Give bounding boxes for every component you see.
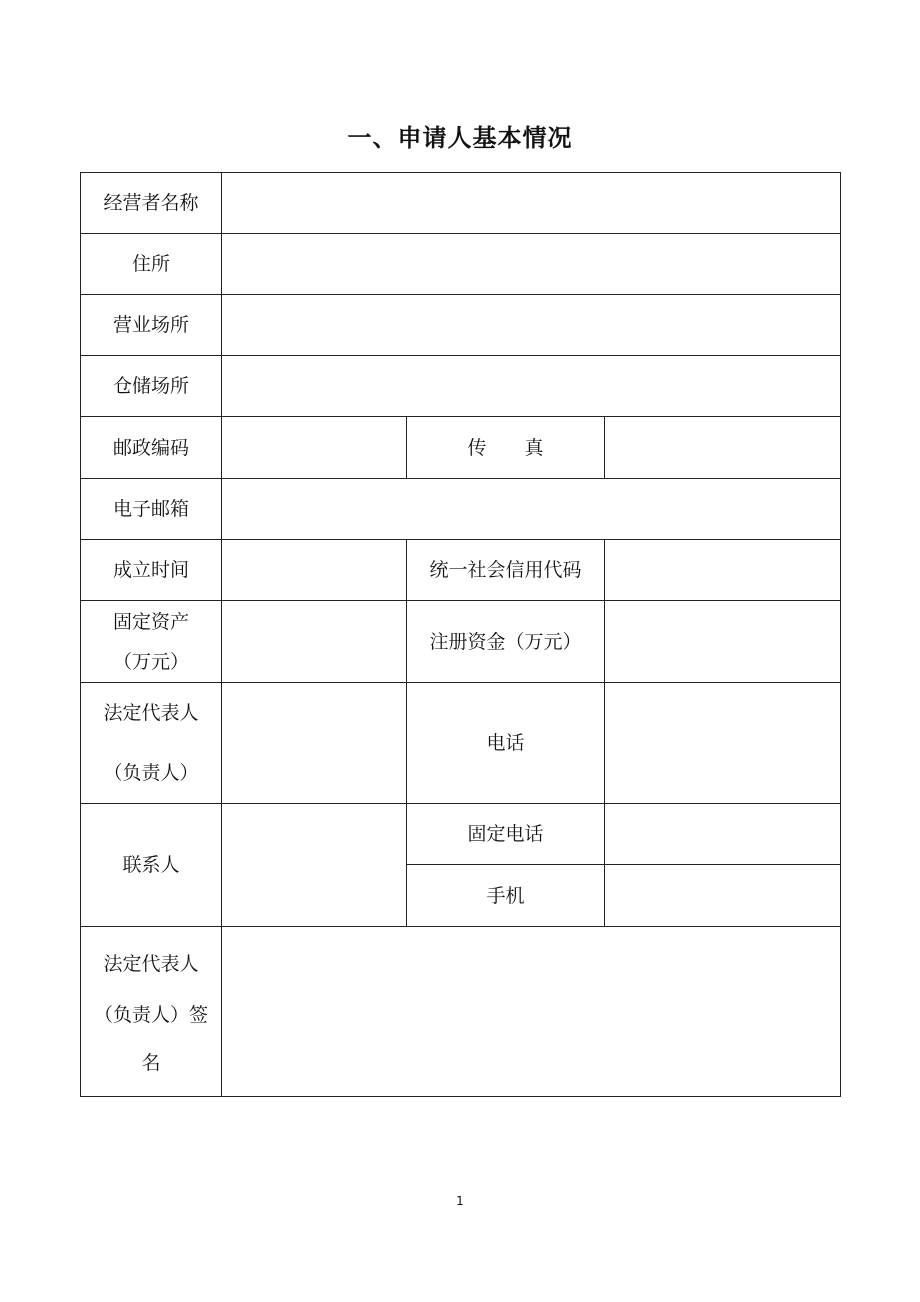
email-label: 电子邮箱: [81, 479, 222, 540]
storage-premises-label: 仓储场所: [81, 356, 222, 417]
fixed-assets-label-line1: 固定资产: [112, 610, 189, 633]
operator-name-field[interactable]: [222, 173, 841, 234]
signature-label: [81, 927, 222, 1097]
page-number: 1: [456, 1194, 464, 1208]
page-title: 一、申请人基本情况: [347, 124, 573, 152]
landline-field[interactable]: [605, 804, 841, 865]
fixed-assets-label-line2: （万元）: [112, 650, 189, 673]
row-established-credit: [81, 540, 841, 601]
row-signature: [81, 927, 841, 1097]
row-storage-premises: [81, 356, 841, 417]
address-field[interactable]: [222, 234, 841, 295]
credit-code-label: 统一社会信用代码: [407, 540, 605, 601]
contact-person-label: 联系人: [81, 804, 222, 927]
contact-person-field[interactable]: [222, 804, 407, 927]
signature-field[interactable]: [222, 927, 841, 1097]
postal-code-label: 邮政编码: [81, 417, 222, 479]
mobile-field[interactable]: [605, 865, 841, 927]
signature-label-line3: 名: [141, 1051, 161, 1074]
phone-label: 电话: [407, 683, 605, 804]
row-postal-fax: [81, 417, 841, 479]
applicant-info-table: [80, 172, 841, 1097]
registered-capital-field[interactable]: [605, 601, 841, 683]
registered-capital-label: 注册资金（万元）: [407, 601, 605, 683]
email-field[interactable]: [222, 479, 841, 540]
established-time-label: 成立时间: [81, 540, 222, 601]
fax-field[interactable]: [605, 417, 841, 479]
row-email: [81, 479, 841, 540]
row-assets-capital: [81, 601, 841, 683]
mobile-label: 手机: [407, 865, 605, 927]
landline-label: 固定电话: [407, 804, 605, 865]
address-label: 住所: [81, 234, 222, 295]
legal-rep-field[interactable]: [222, 683, 407, 804]
signature-label-line1: 法定代表人: [103, 952, 199, 975]
postal-code-field[interactable]: [222, 417, 407, 479]
signature-label-line2: （负责人）签: [93, 1003, 208, 1026]
credit-code-field[interactable]: [605, 540, 841, 601]
legal-rep-label-line1: 法定代表人: [103, 702, 199, 724]
fixed-assets-label: [81, 601, 222, 683]
established-time-field[interactable]: [222, 540, 407, 601]
row-contact-landline: [81, 804, 841, 865]
legal-rep-label: [81, 683, 222, 804]
business-premises-label: 营业场所: [81, 295, 222, 356]
row-operator-name: [81, 173, 841, 234]
phone-field[interactable]: [605, 683, 841, 804]
operator-name-label: 经营者名称: [81, 173, 222, 234]
row-business-premises: [81, 295, 841, 356]
row-address: [81, 234, 841, 295]
row-legal-rep: [81, 683, 841, 804]
business-premises-field[interactable]: [222, 295, 841, 356]
storage-premises-field[interactable]: [222, 356, 841, 417]
fixed-assets-field[interactable]: [222, 601, 407, 683]
fax-label: [407, 417, 605, 479]
legal-rep-label-line2: （负责人）: [103, 762, 199, 784]
fax-label-text: 传真: [467, 436, 582, 459]
